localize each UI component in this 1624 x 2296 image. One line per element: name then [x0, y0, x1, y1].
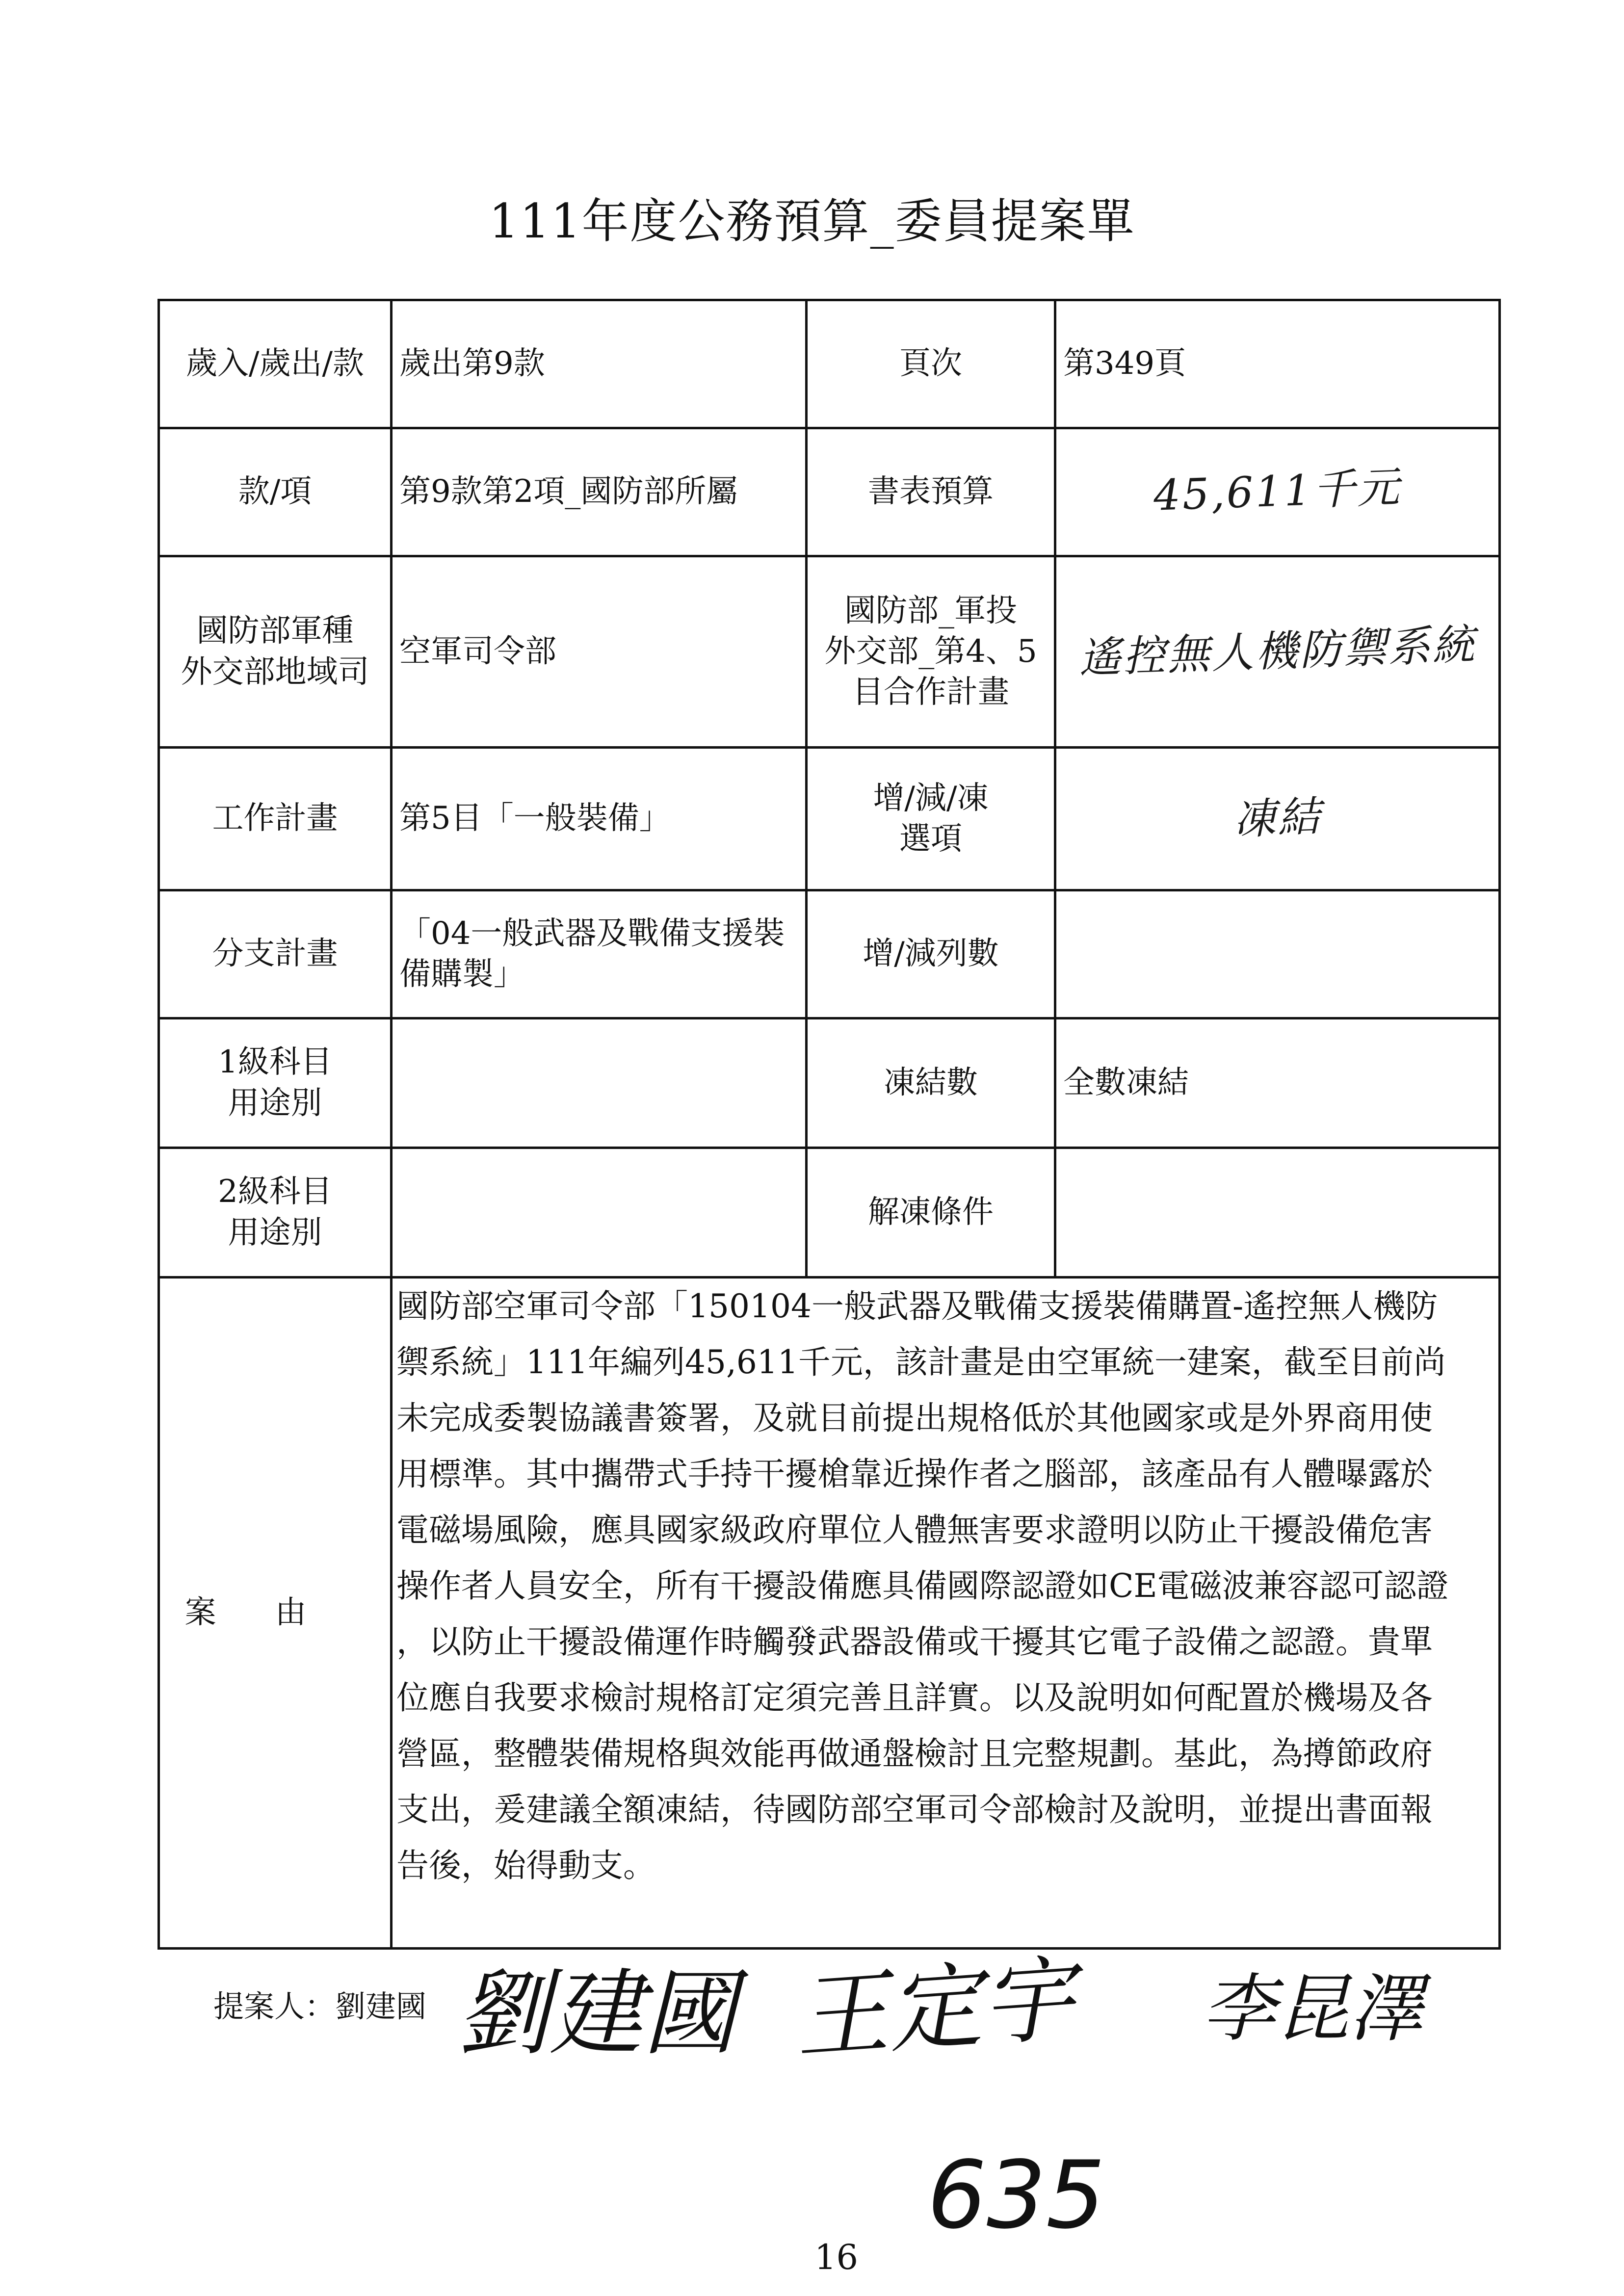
form-row — [159, 1018, 1500, 1148]
field-label — [159, 428, 392, 556]
field-value — [1055, 428, 1500, 556]
reason-line: 告後，始得動支。 — [396, 1847, 655, 1884]
field-label — [159, 300, 392, 428]
reason-line: 未完成委製協議書簽署，及就目前提出規格低於其他國家或是外界商用使 — [396, 1399, 1433, 1437]
field-label — [807, 300, 1055, 428]
reason-label: 案由 — [159, 1278, 392, 1949]
handwritten-number: 635 — [927, 2141, 1105, 2249]
field-value-text: 第5目「一般裝備」 — [399, 800, 671, 837]
field-label-text: 分支計畫 — [212, 936, 338, 972]
field-label — [807, 428, 1055, 556]
field-value — [1055, 1018, 1500, 1148]
field-value — [1055, 1148, 1500, 1278]
form-row — [159, 890, 1500, 1018]
field-value-text: 「04一般武器及戰備支援裝備購製」 — [399, 915, 785, 992]
form-row — [159, 1148, 1500, 1278]
handwritten-value: 45,611千元 — [1153, 463, 1402, 521]
field-value — [392, 890, 807, 1018]
field-label-text: 1級科目 用途別 — [218, 1044, 332, 1122]
field-value — [392, 1148, 807, 1278]
field-value-text: 全數凍結 — [1063, 1064, 1189, 1101]
field-value — [392, 556, 807, 748]
field-value-text: 第349頁 — [1063, 345, 1186, 382]
form-row — [159, 748, 1500, 890]
field-label-text: 凍結數 — [884, 1064, 978, 1101]
field-label-text: 工作計畫 — [212, 800, 338, 837]
reason-line: 支出，爰建議全額凍結，待國防部空軍司令部檢討及說明，並提出書面報 — [396, 1791, 1433, 1828]
signature-1: 劉建國 — [456, 1959, 736, 2068]
field-label-text: 書表預算 — [868, 473, 994, 510]
field-label — [807, 890, 1055, 1018]
reason-line: 國防部空軍司令部「150104一般武器及戰備支援裝備購置-遙控無人機防 — [396, 1287, 1438, 1325]
form-row — [159, 300, 1500, 428]
proposal-form-table — [157, 299, 1501, 1950]
field-label — [159, 890, 392, 1018]
form-row — [159, 428, 1500, 556]
field-label — [159, 1018, 392, 1148]
form-row — [159, 556, 1500, 748]
page-number: 16 — [814, 2237, 859, 2277]
reason-line: 位應自我要求檢討規格訂定須完善且詳實。以及說明如何配置於機場及各 — [396, 1679, 1433, 1717]
signature-3: 李昆澤 — [1202, 1966, 1423, 2052]
field-label — [807, 1148, 1055, 1278]
field-label — [807, 748, 1055, 890]
field-label — [807, 556, 1055, 748]
field-value — [392, 428, 807, 556]
field-label-text: 頁次 — [899, 345, 962, 382]
field-label — [807, 1018, 1055, 1148]
field-value — [1055, 300, 1500, 428]
signature-2: 王定宇 — [791, 1945, 1078, 2073]
field-label-text: 款/項 — [238, 473, 312, 510]
reason-line: 用標準。其中攜帶式手持干擾槍靠近操作者之腦部，該產品有人體曝露於 — [396, 1455, 1433, 1493]
field-label-text: 2級科目 用途別 — [218, 1174, 332, 1251]
field-value — [392, 300, 807, 428]
field-label-text: 歲入/歲出/款 — [185, 345, 365, 382]
field-label — [159, 1148, 392, 1278]
field-value — [392, 748, 807, 890]
reason-line: ，以防止干擾設備運作時觸發武器設備或干擾其它電子設備之認證。貴單 — [396, 1623, 1433, 1661]
page-title: 111年度公務預算_委員提案單 — [489, 194, 1135, 249]
handwritten-value: 凍結 — [1232, 792, 1323, 845]
reason-line: 禦系統」111年編列45,611千元，該計畫是由空軍統一建案，截至目前尚 — [396, 1343, 1446, 1381]
reason-row — [159, 1278, 1500, 1949]
field-value — [1055, 556, 1500, 748]
field-label — [159, 748, 392, 890]
proposer — [213, 1982, 426, 2026]
handwritten-value: 遙控無人機防禦系統 — [1077, 620, 1477, 683]
field-label-text: 國防部_軍投 外交部_第4、5 目合作計畫 — [824, 592, 1037, 711]
reason-line: 操作者人員安全，所有干擾設備應具備國際認證如CE電磁波兼容認可認證 — [396, 1567, 1449, 1605]
field-value — [392, 1018, 807, 1148]
proposer-name: 劉建國 — [335, 1988, 427, 2024]
reason-line: 電磁場風險，應具國家級政府單位人體無害要求證明以防止干擾設備危害 — [396, 1511, 1433, 1549]
field-value-text: 歲出第9款 — [399, 345, 545, 382]
field-value-text: 空軍司令部 — [399, 633, 556, 670]
field-value-text: 第9款第2項_國防部所屬 — [399, 473, 738, 510]
proposer-label: 提案人： — [213, 1988, 336, 2024]
field-value — [1055, 890, 1500, 1018]
field-label-text: 解凍條件 — [868, 1194, 994, 1230]
field-label — [159, 556, 392, 748]
reason-line: 營區，整體裝備規格與效能再做通盤檢討且完整規劃。基此，為撙節政府 — [396, 1735, 1433, 1773]
reason-text — [392, 1278, 1500, 1949]
field-label-text: 增/減/凍 選項 — [873, 780, 989, 857]
field-label-text: 國防部軍種 外交部地域司 — [181, 613, 369, 690]
field-label-text: 增/減列數 — [863, 936, 999, 972]
field-value — [1055, 748, 1500, 890]
